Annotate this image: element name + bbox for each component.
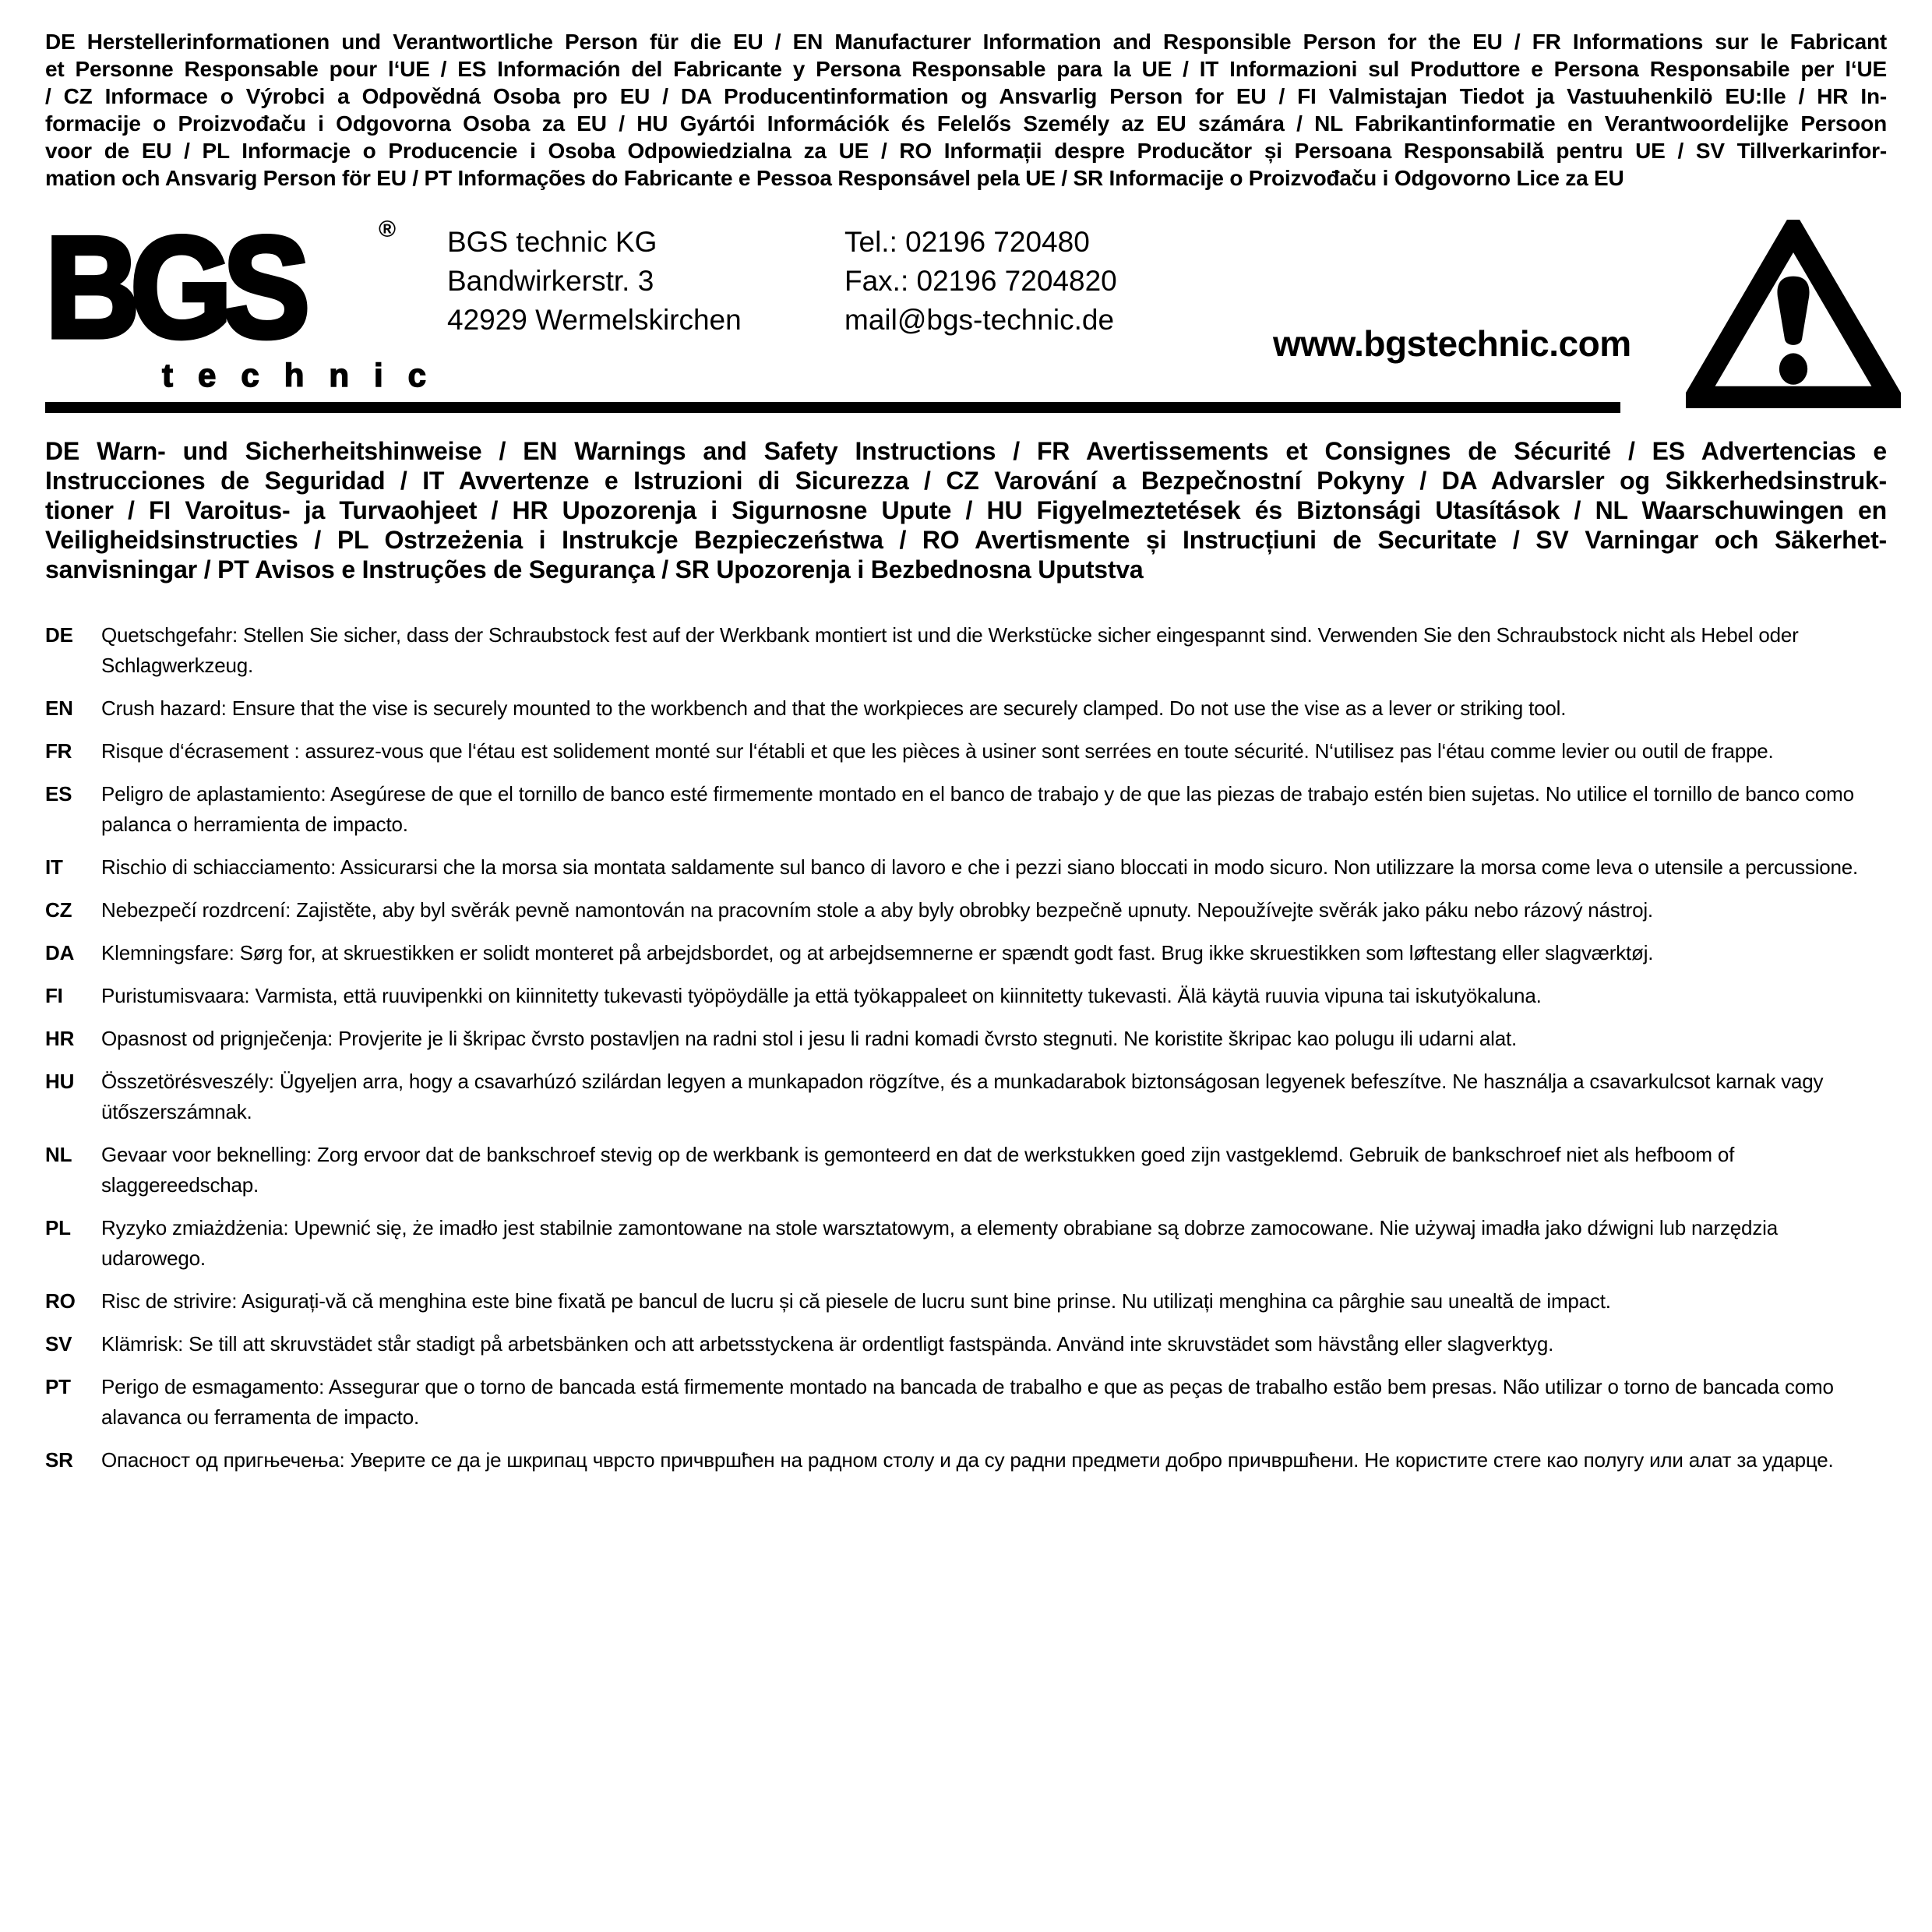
- warning-text: Ryzyko zmiażdżenia: Upewnić się, że imadło jest stabilnie zamontowane na stole warsztatowym, a elementy obrabiane są dobrze zamocowane. Nie używaj imadła jako dźwigni lub narzędzia udarowego.: [101, 1216, 1778, 1270]
- warnings-list: [45, 620, 1887, 1475]
- warning-text: Puristumisvaara: Varmista, että ruuvipenkki on kiinnitetty tukevasti työpöydälle ja että työkappaleet on kiinnitetty tukevasti. Älä käytä ruuvia vipuna tai iskutyökaluna.: [101, 984, 1542, 1007]
- warning-item: [45, 1445, 1887, 1475]
- company-street: Bandwirkerstr. 3: [447, 265, 654, 297]
- company-name: BGS technic KG: [447, 226, 658, 258]
- warning-lang-code: SR: [45, 1448, 73, 1472]
- warning-lang-code: ES: [45, 782, 72, 806]
- warning-text: Quetschgefahr: Stellen Sie sicher, dass der Schraubstock fest auf der Werkbank montiert ist und die Werkstücke sicher eingespannt sind. Verwenden Sie den Schraubstock nicht als Hebel oder Schlagwerkzeug.: [101, 623, 1799, 677]
- warning-text: Risque d‘écrasement : assurez-vous que l‘étau est solidement monté sur l‘établi et que les pièces à usiner sont serrées en toute sécurité. N‘utilisez pas l‘étau comme levier ou outil de frappe.: [101, 739, 1774, 763]
- warning-item: [45, 1372, 1887, 1433]
- safety-heading-line: Instrucciones de Seguridad / IT Avvertenze e Istruzioni di Sicurezza / CZ Varování a Bezpečnostní Pokyny / DA Advarsler og Sikkerhedsinstruk-: [45, 467, 1887, 495]
- warning-item: [45, 779, 1887, 840]
- safety-heading: [45, 436, 1887, 584]
- warning-text: Klämrisk: Se till att skruvstädet står stadigt på arbetsbänken och att arbetsstyckena är ordentligt fastspända. Använd inte skruvstädet som hävstång eller slagverktyg.: [101, 1332, 1554, 1356]
- company-contact-block: [844, 223, 1226, 340]
- warning-item: [45, 895, 1887, 925]
- bgs-logo-text: BGS: [45, 206, 301, 368]
- warning-text: Gevaar voor beknelling: Zorg ervoor dat de bankschroef stevig op de werkbank is gemonteerd en dat de werkstukken goed zijn vastgeklemd. Gebruik de bankschroef niet als hefboom of slaggereedschap.: [101, 1143, 1735, 1197]
- safety-heading-line: Veiligheidsinstructies / PL Ostrzeżenia i Instrukcje Bezpieczeństwa / RO Avertismente și Instrucțiuni de Securitate / SV Varningar och Säkerhet-: [45, 526, 1887, 554]
- warning-item: [45, 852, 1887, 883]
- warning-text: Opasnost od prignječenja: Provjerite je li škripac čvrsto postavljen na radni stol i jesu li radni komadi čvrsto stegnuti. Ne koristite škripac kao polugu ili udarni alat.: [101, 1027, 1518, 1050]
- warning-lang-code: FI: [45, 984, 63, 1007]
- warning-lang-code: PL: [45, 1216, 71, 1239]
- warning-text: Összetörésveszély: Ügyeljen arra, hogy a csavarhúzó szilárdan legyen a munkapadon rögzítve, és a munkadarabok biztonságosan legyenek befeszítve. Ne használja a csavarkulcsot karnak vagy ütőszerszámnak.: [101, 1070, 1824, 1123]
- warning-lang-code: HR: [45, 1027, 75, 1050]
- warning-item: [45, 736, 1887, 767]
- warning-text: Опасност од пригњечења: Уверите се да је шкрипац чврсто причвршћен на радном столу и да су радни предмети добро причвршћени. Не користите стеге као полугу или алат за ударце.: [101, 1448, 1834, 1472]
- warning-lang-code: DA: [45, 941, 75, 964]
- warning-text: Perigo de esmagamento: Assegurar que o torno de bancada está firmemente montado na bancada de trabalho e que as peças de trabalho estão bem presas. Não utilizar o torno de bancada como alavanca ou ferramenta de impacto.: [101, 1375, 1834, 1429]
- warning-item: [45, 620, 1887, 681]
- header-line: et Personne Responsable pour l‘UE / ES Información del Fabricante y Persona Responsable para la UE / IT Informazioni sul Produttore e Persona Responsabile per l‘UE: [45, 57, 1887, 81]
- warning-lang-code: HU: [45, 1070, 75, 1093]
- warning-lang-code: RO: [45, 1289, 76, 1313]
- company-email: mail@bgs-technic.de: [844, 304, 1115, 336]
- warning-text: Nebezpečí rozdrcení: Zajistěte, aby byl svěrák pevně namontován na pracovním stole a aby byly obrobky bezpečně upnuty. Nepoužívejte svěrák jako páku nebo rázový nástroj.: [101, 898, 1653, 922]
- warning-lang-code: SV: [45, 1332, 72, 1356]
- warning-text: Risc de strivire: Asigurați-vă că menghina este bine fixată pe bancul de lucru și că piesele de lucru sunt bine prinse. Nu utilizați menghina ca pârghie sau unealtă de impact.: [101, 1289, 1611, 1313]
- warning-text: Rischio di schiacciamento: Assicurarsi che la morsa sia montata saldamente sul banco di lavoro e che i pezzi siano bloccati in modo sicuro. Non utilizzare la morsa come leva o utensile a percussione.: [101, 855, 1859, 879]
- warning-item: [45, 1286, 1887, 1317]
- bgs-logo-subtext: technic: [162, 357, 452, 393]
- warning-lang-code: IT: [45, 855, 63, 879]
- header-line: mation och Ansvarig Person för EU / PT Informações do Fabricante e Pessoa Responsável pela UE / SR Informacije o Proizvođaču i Odgovorno Lice za EU: [45, 166, 1624, 190]
- horizontal-divider: [45, 402, 1620, 413]
- warning-text: Crush hazard: Ensure that the vise is securely mounted to the workbench and that the workpieces are securely clamped. Do not use the vise as a lever or striking tool.: [101, 696, 1567, 720]
- warning-lang-code: PT: [45, 1375, 71, 1398]
- registered-trademark-symbol: ®: [379, 217, 397, 242]
- header-line: / CZ Informace o Výrobci a Odpovědná Osoba pro EU / DA Producentinformation og Ansvarlig Person for EU / FI Valmistajan Tiedot ja Vastuuhenkilö EU:lle / HR In-: [45, 84, 1887, 108]
- warning-item: [45, 938, 1887, 968]
- safety-heading-line: tioner / FI Varoitus- ja Turvaohjeet / HR Upozorenja i Sigurnosne Upute / HU Figyelmeztetések és Biztonsági Utasítások / NL Waarschuwingen en: [45, 496, 1887, 524]
- manufacturer-info-header: [45, 28, 1887, 192]
- safety-heading-line: sanvisningar / PT Avisos e Instruções de Segurança / SR Upozorenja i Bezbednosna Uputstva: [45, 555, 1144, 583]
- warning-item: [45, 1024, 1887, 1054]
- brand-row: [45, 206, 1887, 393]
- company-tel: Tel.: 02196 720480: [844, 226, 1090, 258]
- warning-item: [45, 1140, 1887, 1200]
- header-line: formacije o Proizvođaču i Odgovorna Osoba za EU / HU Gyártói Információk és Felelős Személy az EU számára / NL Fabrikantinformatie en Verantwoordelijke Persoon: [45, 111, 1887, 136]
- safety-heading-line: DE Warn- und Sicherheitshinweise / EN Warnings and Safety Instructions / FR Avertissements et Consignes de Sécurité / ES Advertencias e: [45, 437, 1887, 465]
- warning-item: [45, 1213, 1887, 1274]
- warning-item: [45, 693, 1887, 724]
- bgs-logo: [45, 206, 452, 394]
- warning-lang-code: CZ: [45, 898, 72, 922]
- company-website: www.bgstechnic.com: [1273, 323, 1631, 364]
- warning-text: Peligro de aplastamiento: Asegúrese de que el tornillo de banco esté firmemente montado en el banco de trabajo y de que las piezas de trabajo estén bien sujetas. No utilice el tornillo de banco como palanca o herramienta de impacto.: [101, 782, 1854, 836]
- company-city: 42929 Wermelskirchen: [447, 304, 742, 336]
- warning-text: Klemningsfare: Sørg for, at skruestikken er solidt monteret på arbejdsbordet, og at arbejdsemnerne er spændt godt fast. Brug ikke skruestikken som løftestang eller slagværktøj.: [101, 941, 1654, 964]
- warning-item: [45, 981, 1887, 1011]
- warning-item: [45, 1329, 1887, 1359]
- header-line: DE Herstellerinformationen und Verantwortliche Person für die EU / EN Manufacturer Information and Responsible Person for the EU / FR Informations sur le Fabricant: [45, 30, 1887, 54]
- warning-triangle-icon: [1686, 220, 1901, 408]
- company-fax: Fax.: 02196 7204820: [844, 265, 1117, 297]
- warning-lang-code: NL: [45, 1143, 72, 1166]
- warning-item: [45, 1066, 1887, 1127]
- header-line: voor de EU / PL Informacje o Producencie i Osoba Odpowiedzialna za UE / RO Informații despre Producător și Persoana Responsabilă pentru UE / SV Tillverkarinfor-: [45, 139, 1887, 163]
- company-address-block: [447, 223, 844, 340]
- warning-lang-code: EN: [45, 696, 73, 720]
- warning-lang-code: FR: [45, 739, 72, 763]
- warning-lang-code: DE: [45, 623, 73, 647]
